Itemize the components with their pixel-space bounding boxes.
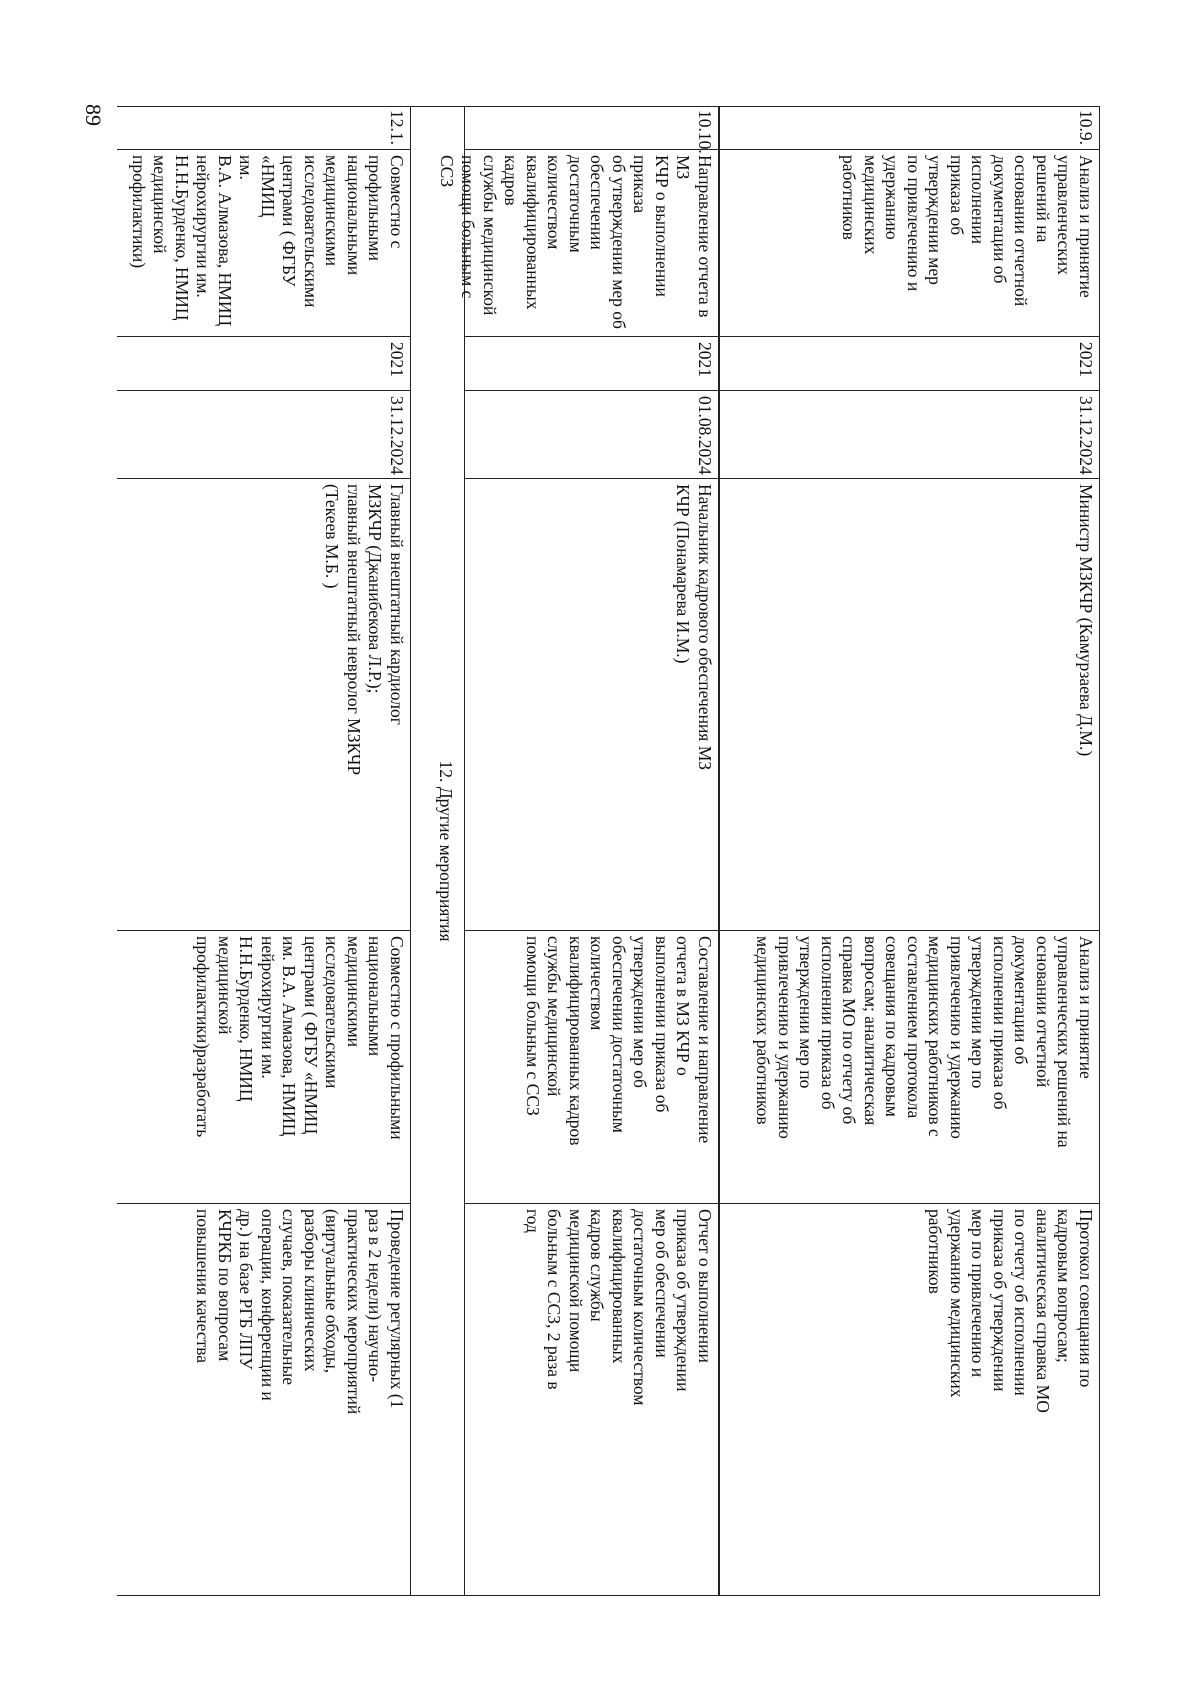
measure-name: Совместно с профильными национальными медицинскими исследовательскими центрами ( ФГБУ «НМИЦ им. В.А. Алмазова, НМИЦ нейрохирургии им. Н.Н.Бурденко, НМИЦ медицинской профилактики) — [117, 150, 410, 337]
start-year: 2021 — [720, 337, 1099, 391]
table-row — [719, 106, 1100, 1596]
measure-name: Направление отчета в МЗ КЧР о выполнении приказа об утверждении мер об обеспечении достаточным количеством квалифицированных кадров службы медицинской помощи больным с ССЗ — [465, 150, 718, 337]
row-number: 10.10. — [465, 106, 718, 150]
section-title: 12. Другие мероприятия — [436, 760, 456, 942]
expected-result: Составление и направление отчета в МЗ КЧР о выполнении приказа об утверждении мер об обеспечении достаточным количеством квалифицированных кадров службы медицинской помощи больным с ССЗ — [465, 931, 718, 1204]
control-document: Отчет о выполнении приказа об утверждении мер об обеспечении достаточным количеством квалифицированных кадров службы медицинской помощи больным с ССЗ, 2 раза в год — [465, 1204, 718, 1596]
responsible: Министр МЗКЧР (Камурзаева Д.М.) — [720, 479, 1099, 931]
row-number: 10.9. — [720, 106, 1099, 150]
control-document: Проведение регулярных (1 раз в 2 недели) научно- практических мероприятий (виртуальные обходы, разборы клинических случаев, показательные операции, конференции и др.) на базе РГБ ЛПУ КЧРКБ по вопросам повышения качества — [117, 1204, 410, 1596]
section-heading — [411, 106, 464, 1596]
expected-result: Анализ и принятие управленческих решений на основании отчетной документации об исполнении приказа об утверждении мер по привлечению и удержанию медицинских работников с составлением протокола совещания по кадровым вопросам; аналитическая справка МО по отчету об исполнении приказа об утверждении мер по привлечению и удержанию медицинских работников — [720, 931, 1099, 1204]
end-date: 31.12.2024 — [720, 391, 1099, 479]
expected-result: Совместно с профильными национальными медицинскими исследовательскими центрами ( ФГБУ «НМИЦ им. В.А. Алмазова, НМИЦ нейрохирургии им. Н.Н.Бурденко, НМИЦ медицинской профилактики)разработать — [117, 931, 410, 1204]
start-year: 2021 — [465, 337, 718, 391]
table-row — [117, 106, 411, 1596]
measures-table — [117, 106, 1100, 1596]
end-date: 01.08.2024 — [465, 391, 718, 479]
measure-name: Анализ и принятие управленческих решений на основании отчетной документации об исполнении приказа об утверждении мер по привлечению и удержанию медицинских работников — [720, 150, 1099, 337]
end-date: 31.12.2024 — [117, 391, 410, 479]
responsible: Главный внештатный кардиолог МЗКЧР (Джанибекова Л.Р.); главный внештатный невролог МЗКЧР (Текеев М.Б. ) — [117, 479, 410, 931]
start-year: 2021 — [117, 337, 410, 391]
page-number: 89 — [81, 104, 106, 126]
responsible: Начальник кадрового обеспечения МЗ КЧР (Понамарева И.М.) — [465, 479, 718, 931]
control-document: Протокол совещания по кадровым вопросам; аналитическая справка МО по отчету об исполнении приказа об утверждении мер по привлечению и удержанию медицинских работников — [720, 1204, 1099, 1596]
row-number: 12.1. — [117, 106, 410, 150]
